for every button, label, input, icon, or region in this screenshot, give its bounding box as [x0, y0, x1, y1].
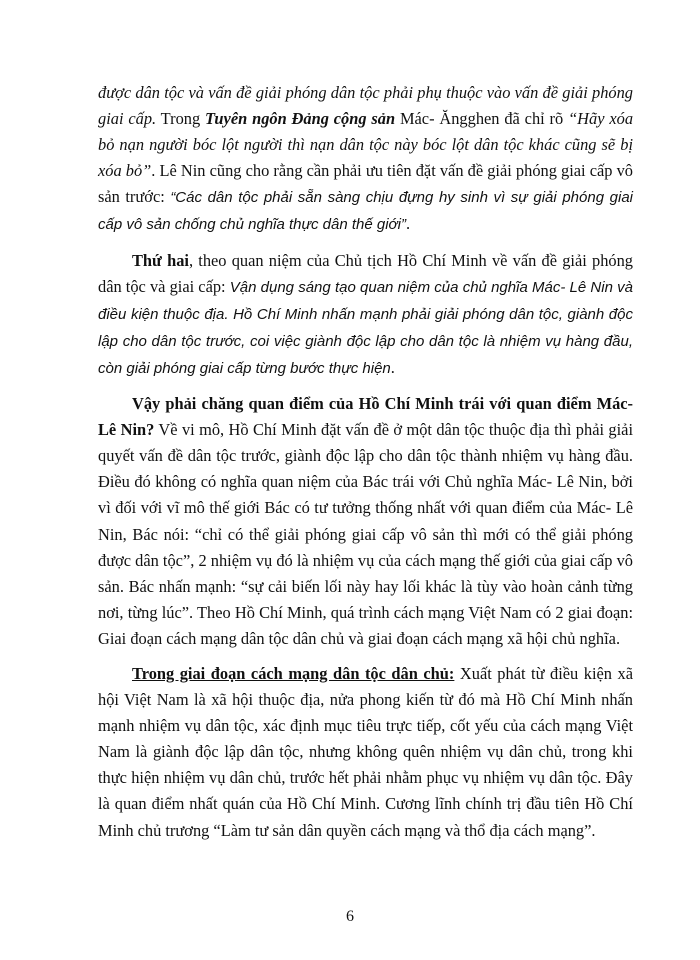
text-normal: . [390, 357, 395, 377]
text-normal: . [405, 214, 411, 234]
page-number: 6 [346, 908, 354, 925]
quote-italic: “Các dân tộc phải sẵn sàng chịu đựng hy sinh vì sự giải phóng giai cấp vô sản chống chủ nghĩa thực dân thế giới” [98, 189, 633, 234]
paragraph-3 [98, 391, 633, 652]
text-bold: Vậy phải chăng quan điểm của Hồ Chí Minh trái với quan điểm Mác- Lê Nin? [98, 394, 633, 440]
section-heading: Trong giai đoạn cách mạng dân tộc dân chủ: [132, 663, 455, 683]
paragraph-2 [98, 248, 633, 382]
text-italic: Vận dụng sáng tạo quan niệm của chủ nghĩa Mác- Lê Nin và điều kiện thuộc địa. Hồ Chí Minh nhấn mạnh phải giải phóng dân tộc, giành độc lập cho dân tộc trước, coi việc giành độc lập cho dân tộc là nhiệm vụ hàng đầu, còn giải phóng giai cấp từng bước thực hiện [98, 278, 633, 377]
paragraph-4 [98, 661, 633, 844]
quote-italic: “Hãy xóa bỏ nạn người bóc lột người thì nạn dân tộc này bóc lột dân tộc khác cũng sẽ bị xóa bỏ” [98, 109, 634, 181]
text-normal: Về vi mô, Hồ Chí Minh đặt vấn đề ở một dân tộc thuộc địa thì phải giải quyết vấn đề dân tộc trước, giành độc lập cho dân tộc thành nhiệm vụ hàng đầu. Điều đó không có nghĩa quan niệm của Bác trái với Chủ nghĩa Mác- Lê Nin, bởi vì đối với vĩ mô thế giới Bác có tư tưởng thống nhất với quan điểm của Mác- Lê Nin, Bác nói: “chỉ có thể giải phóng giai cấp vô sản thì mới có thể giải phóng được dân tộc”, 2 nhiệm vụ đó là nhiệm vụ của cách mạng thế giới của giai cấp vô sản. Bác nhấn mạnh: “sự cải biến lối này hay lối khác là tùy vào hoàn cảnh từng nơi, từng lúc”. Theo Hồ Chí Minh, quá trình cách mạng Việt Nam có 2 giai đoạn: Giai đoạn cách mạng dân tộc dân chủ và giai đoạn cách mạng xã hội chủ nghĩa. [98, 420, 634, 648]
text-normal: Xuất phát từ điều kiện xã hội Việt Nam là xã hội thuộc địa, nửa phong kiến từ đó mà Hồ Chí Minh nhấn mạnh nhiệm vụ dân tộc, xác định mục tiêu trực tiếp, cốt yếu của cách mạng Việt Nam là giành độc lập dân tộc, nhưng không quên nhiệm vụ dân chủ, trong khi thực hiện nhiệm vụ dân chủ, trước hết phải nhằm phục vụ nhiệm vụ dân tộc. Đây là quan điểm nhất quán của Hồ Chí Minh. Cương lĩnh chính trị đầu tiên Hồ Chí Minh chủ trương “Làm tư sản dân quyền cách mạng và thổ địa cách mạng”. [98, 663, 634, 840]
text-normal: Mác- Ăngghen đã chỉ rõ [395, 109, 569, 129]
text-normal: . Lê Nin cũng cho rằng cần phải ưu tiên đặt vấn đề giải phóng giai cấp vô sản trước: [98, 161, 633, 207]
book-title: Tuyên ngôn Đảng cộng sản [205, 109, 396, 129]
text-normal: Trong [156, 109, 206, 129]
text-normal: , theo quan niệm của Chủ tịch Hồ Chí Minh về vấn đề giải phóng dân tộc và giai cấp: [98, 250, 633, 296]
body-text [98, 80, 633, 844]
text-bold: Thứ hai [132, 250, 189, 270]
paragraph-1 [98, 80, 633, 239]
text-italic: được dân tộc và vấn đề giải phóng dân tộc phải phụ thuộc vào vấn đề giải phóng giai cấp. [98, 83, 633, 129]
